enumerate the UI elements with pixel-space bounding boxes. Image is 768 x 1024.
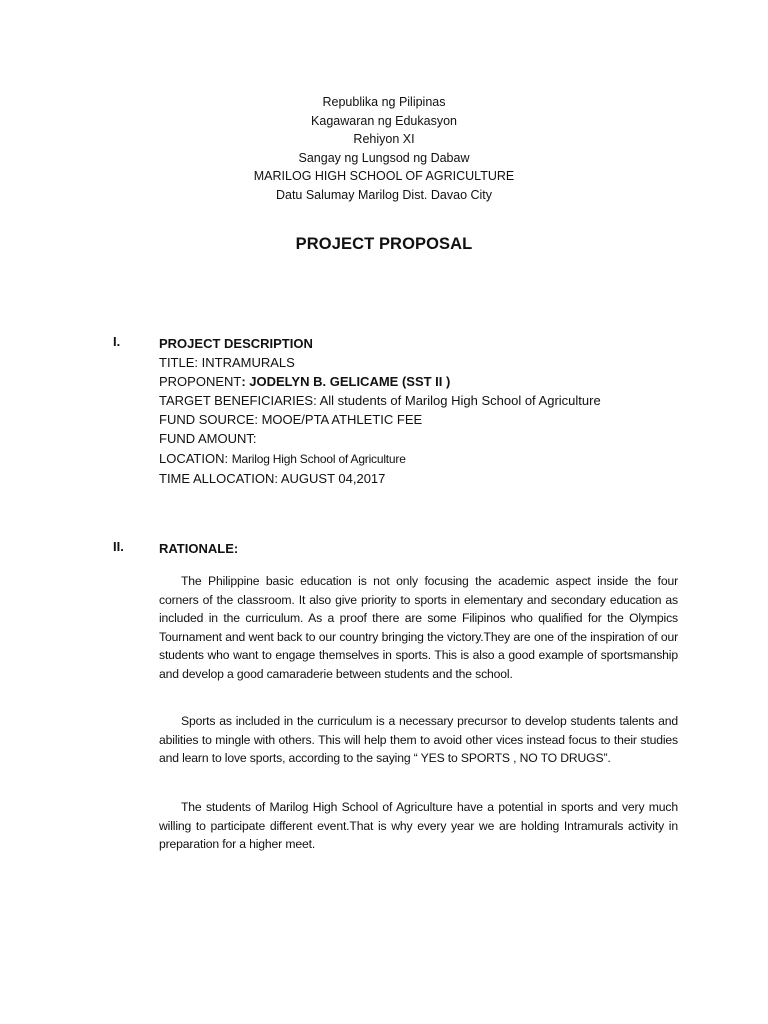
proponent-label: PROPONENT xyxy=(159,374,242,390)
section-heading: RATIONALE: xyxy=(159,541,239,556)
header-line-division: Sangay ng Lungsod ng Dabaw xyxy=(298,150,470,165)
beneficiaries-label: TARGET BENEFICIARIES: xyxy=(159,393,320,409)
section-body xyxy=(159,334,681,488)
title-field xyxy=(159,353,681,372)
time-allocation-label: TIME ALLOCATION: xyxy=(159,470,281,486)
letterhead xyxy=(0,93,768,205)
fund-amount-field xyxy=(159,429,681,448)
fund-amount-label: FUND AMOUNT: xyxy=(159,431,257,447)
title-value: INTRAMURALS xyxy=(201,355,295,371)
rationale-paragraph-3: The students of Marilog High School of Agriculture have a potential in sports and very much willing to participate different event.That is why every year we are holding Intramurals activity in preparation for a higher meet. xyxy=(159,800,678,852)
beneficiaries-value: All students of Marilog High School of Agriculture xyxy=(319,393,601,409)
header-line-republic: Republika ng Pilipinas xyxy=(322,95,446,109)
section-heading: PROJECT DESCRIPTION xyxy=(159,336,313,351)
section-number: I. xyxy=(113,334,121,349)
section-number: II. xyxy=(113,539,124,554)
header-line-department: Kagawaran ng Edukasyon xyxy=(311,113,457,128)
fund-source-label: FUND SOURCE: xyxy=(159,412,262,428)
rationale-paragraph-1: The Philippine basic education is not only focusing the academic aspect inside the four corners of the classroom. It also give priority to sports in elementary and secondary education as included in the curriculum. As a proof there are some Filipinos who qualified for the Olympics Tournament and went back to our country bringing the victory.They are one of the inspiration of our students who want to engage themselves in sports. This is also a good example of sportsmanship and develop a good camaraderie between students and the school. xyxy=(159,574,678,681)
fund-source-value: MOOE/PTA ATHLETIC FEE xyxy=(261,412,423,428)
time-allocation-value: AUGUST 04,2017 xyxy=(280,470,386,486)
location-label: LOCATION: xyxy=(159,450,232,466)
location-field xyxy=(159,449,681,469)
header-line-region: Rehiyon XI xyxy=(353,132,415,147)
beneficiaries-field xyxy=(159,391,681,410)
section-body xyxy=(159,539,681,558)
document-title: PROJECT PROPOSAL xyxy=(295,235,473,253)
title-label: TITLE: xyxy=(159,355,202,371)
fund-source-field xyxy=(159,410,681,429)
location-value: Marilog High School of Agriculture xyxy=(231,451,406,466)
header-line-address: Datu Salumay Marilog Dist. Davao City xyxy=(275,187,493,202)
time-allocation-field xyxy=(159,469,681,488)
header-line-school: MARILOG HIGH SCHOOL OF AGRICULTURE xyxy=(253,169,515,184)
proponent-value: : JODELYN B. GELICAME (SST II ) xyxy=(241,374,451,390)
proponent-field xyxy=(159,372,681,391)
rationale-paragraph-2: Sports as included in the curriculum is a necessary precursor to develop students talents and abilities to mingle with others. This will help them to avoid other vices instead focus to their studies and learn to love sports, according to the saying “ YES to SPORTS , NO TO DRUGS”. xyxy=(159,714,678,766)
